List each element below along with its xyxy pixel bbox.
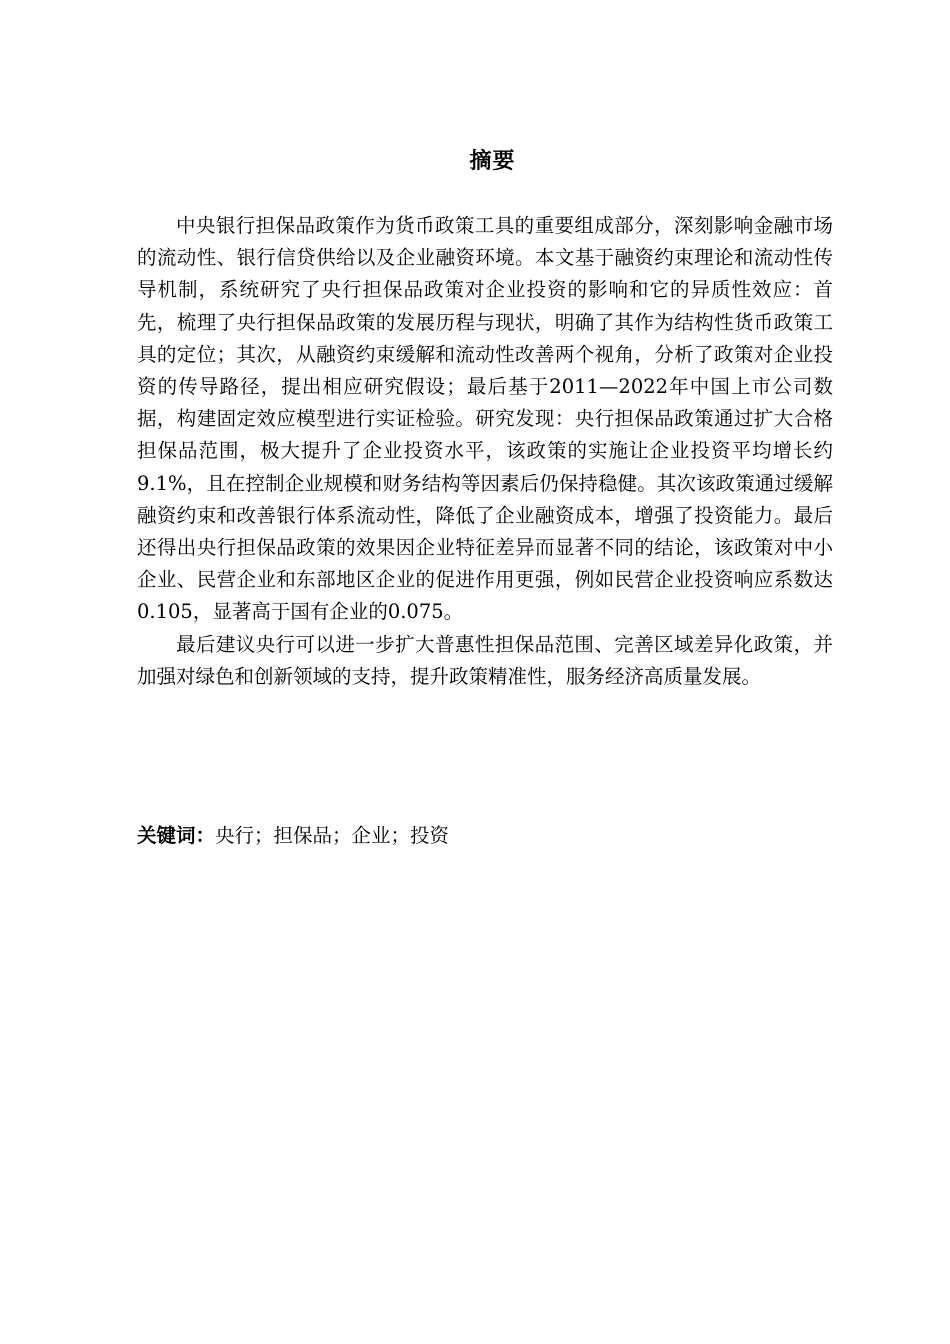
abstract-paragraph-2: 最后建议央行可以进一步扩大普惠性担保品范围、完善区域差异化政策，并加强对绿色和创新领域的支持，提升政策精准性，服务经济高质量发展。 [137, 632, 833, 688]
keywords-label: 关键词： [137, 824, 216, 847]
keywords-line [137, 820, 833, 852]
abstract-title: 摘要 [469, 149, 516, 174]
abstract-body [137, 210, 833, 693]
keywords-text: 央行；担保品；企业；投资 [215, 824, 450, 847]
abstract-paragraph-1: 中央银行担保品政策作为货币政策工具的重要组成部分，深刻影响金融市场的流动性、银行信贷供给以及企业融资环境。本文基于融资约束理论和流动性传导机制，系统研究了央行担保品政策对企业投资的影响和它的异质性效应：首先，梳理了央行担保品政策的发展历程与现状，明确了其作为结构性货币政策工具的定位；其次，从融资约束缓解和流动性改善两个视角，分析了政策对企业投资的传导路径，提出相应研究假设；最后基于2011—2022年中国上市公司数据，构建固定效应模型进行实证检验。研究发现：央行担保品政策通过扩大合格担保品范围，极大提升了企业投资水平，该政策的实施让企业投资平均增长约9.1%，且在控制企业规模和财务结构等因素后仍保持稳健。其次该政策通过缓解融资约束和改善银行体系流动性，降低了企业融资成本，增强了投资能力。最后还得出央行担保品政策的效果因企业特征差异而显著不同的结论，该政策对中小企业、民营企业和东部地区企业的促进作用更强，例如民营企业投资响应系数达0.105，显著高于国有企业的0.075。 [137, 214, 833, 624]
